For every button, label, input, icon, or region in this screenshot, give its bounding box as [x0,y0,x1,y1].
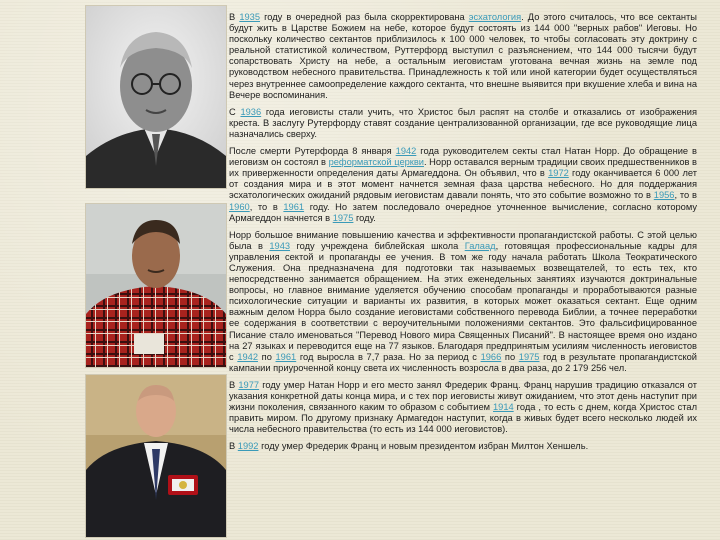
inline-link[interactable]: 1975 [332,212,354,223]
text-segment: года , то есть с днем, когда Христос стал править миром. По другому признаку Армагедон наступит, когда в живых будет всего несколько людей их числа небесного правительства (то есть из 144 000 иеговистов). [229,402,697,435]
text-segment: , готовящая профессиональные кадры для управления сектой и пропаганды ее учения. В том же году начала работать Школа Теократического Служения. Она предназначена для подготовки так называемых возвещателей, то есть тех, кто непосредственно занимается обращением. На этих еженедельных занятиях изучаются доктринальные вопросы, но главное внимание уделяется обучению способам пропаганды и проработываются разные психологические ситуации и варианты их развития, в которых может оказаться сектант. Еще одним важным делом Норра было создание иеговистами собственного перевода Библии, а точнее переработки ее содержания в соответствии с вероучительными положениями сектантов. Это фальсифицированное Писание стало именоваться "Перевод Нового мира Священных Писаний". В настоящее время оно издано на 27 языках и переводится еще на 77 языков. Благодаря предпринятым усилиям численность иеговистов с [229,240,697,362]
portrait-photo-icon [86,6,226,188]
text-segment: году оканчивается 6 000 лет от создания мира и в этот момент начнется земная фаза царства небесного. Но для поддержания эсхатологических ожиданий рядовым иеговистам давали понять, что это событие возможно то в [229,168,697,201]
text-segment: года иеговисты стали учить, что Христос был распят на столбе и отказались от изображения креста. В заслугу Рутерфорду ставят создание централизованной организации, где все руководящие лица назначались сверху. [229,106,697,139]
inline-link[interactable]: 1966 [480,351,502,362]
text-segment: год выросла в 7,7 раза. Но за период с [296,351,481,362]
portrait-photo-icon [86,375,226,537]
inline-link[interactable]: 1936 [240,106,262,117]
text-segment: году учреждена библейская школа [290,240,465,251]
text-segment: Норр большое внимание повышению качества и эффективности пропагандистской работы. С этой целью была в [229,229,697,251]
inline-link[interactable]: 1914 [493,402,514,413]
inline-link[interactable]: 1943 [269,240,291,251]
paragraph-norr-schools [229,230,697,374]
inline-link[interactable]: эсхатология [468,12,522,22]
text-segment: по [501,351,519,362]
text-segment: В [229,379,239,390]
inline-link[interactable]: 1956 [653,190,675,201]
text-segment: . Норр оставался верным традиции своих предшественников в их приверженности определения даты Армагеддона. Он объявил, что в [229,157,697,179]
portrait-photo-2 [85,203,227,368]
paragraph-1977-franz [229,380,697,435]
text-segment: . До этого считалось, что все сектанты будут жить в Царстве Божием на небе, которое будут состоять из 144 000 "верных рабов" Иеговы. Но поскольку количество сектантов приблизилось к 100 000 человек, то чтобы согласовать эту доктрину с реальной статистикой количеством, Руттерфорд выступил с разъяснением, что 144 000 тысячи будут сопарствовать Христу на небе, а остальным иеговистам уготована вечная жизнь на земле под руководством небесного правительства. Принадлежность к той или иной категории будет осуществляться через внутреннее самоопределение каждого сектанта, что внешне выявится при вкушение хлеба и вина на Вечере воспоминания. [229,12,697,100]
text-segment: по [258,351,276,362]
paragraph-1942-norr [229,146,697,224]
paragraph-1992-henschel [229,441,697,452]
inline-link[interactable]: реформатской церкви [328,157,424,168]
inline-link[interactable]: 1975 [518,351,540,362]
text-segment: С [229,106,241,117]
inline-link[interactable]: 1961 [275,351,297,362]
text-segment: , то в [674,190,697,201]
text-segment: году в очередной раз была скорректирована [260,12,469,22]
text-segment: , то в [249,201,284,212]
inline-link[interactable]: 1960 [229,201,250,212]
inline-link[interactable]: 1961 [283,201,305,212]
text-segment: В [229,12,240,22]
text-segment: году умер Натан Норр и его место занял Фредерик Франц. Франц нарушив традицию отказался от указания конкретной даты конца мира, и с тех пор иеговисты живут ожиданием, что этот день наступит при жизни поколения, связанного каким то образом с событием [229,379,697,413]
paragraph-1935-eschatology [229,12,697,101]
portrait-photo-1 [85,5,227,189]
inline-link[interactable]: 1942 [237,351,258,362]
inline-link[interactable]: 1972 [548,168,569,179]
article-text [229,12,697,458]
inline-link[interactable]: 1942 [395,146,417,157]
paragraph-1936-cross [229,107,697,140]
text-segment: году. [353,212,376,223]
inline-link[interactable]: Галаад [464,240,496,251]
inline-link[interactable]: 1992 [237,441,259,452]
inline-link[interactable]: 1935 [239,12,260,22]
text-segment: год в результате пропагандистской кампании приуроченной концу света их численность возросла в два раза, до 2 179 256 чел. [229,351,698,373]
text-segment: После смерти Рутерфорда 8 января [229,146,396,157]
text-segment: году. Но затем последовало очередное уточненное вычисление, согласно которому Армагеддон начнется в [229,201,697,223]
text-segment: В [229,441,238,452]
text-segment: года руководителем секты стал Натан Норр. До обращение в иеговизм он состоял в [229,146,697,168]
portrait-photo-icon [86,204,226,367]
text-segment: году умер Фредерик Франц и новым президентом избран Милтон Хеншель. [258,441,589,452]
inline-link[interactable]: 1977 [238,379,260,390]
portrait-photo-3 [85,374,227,538]
